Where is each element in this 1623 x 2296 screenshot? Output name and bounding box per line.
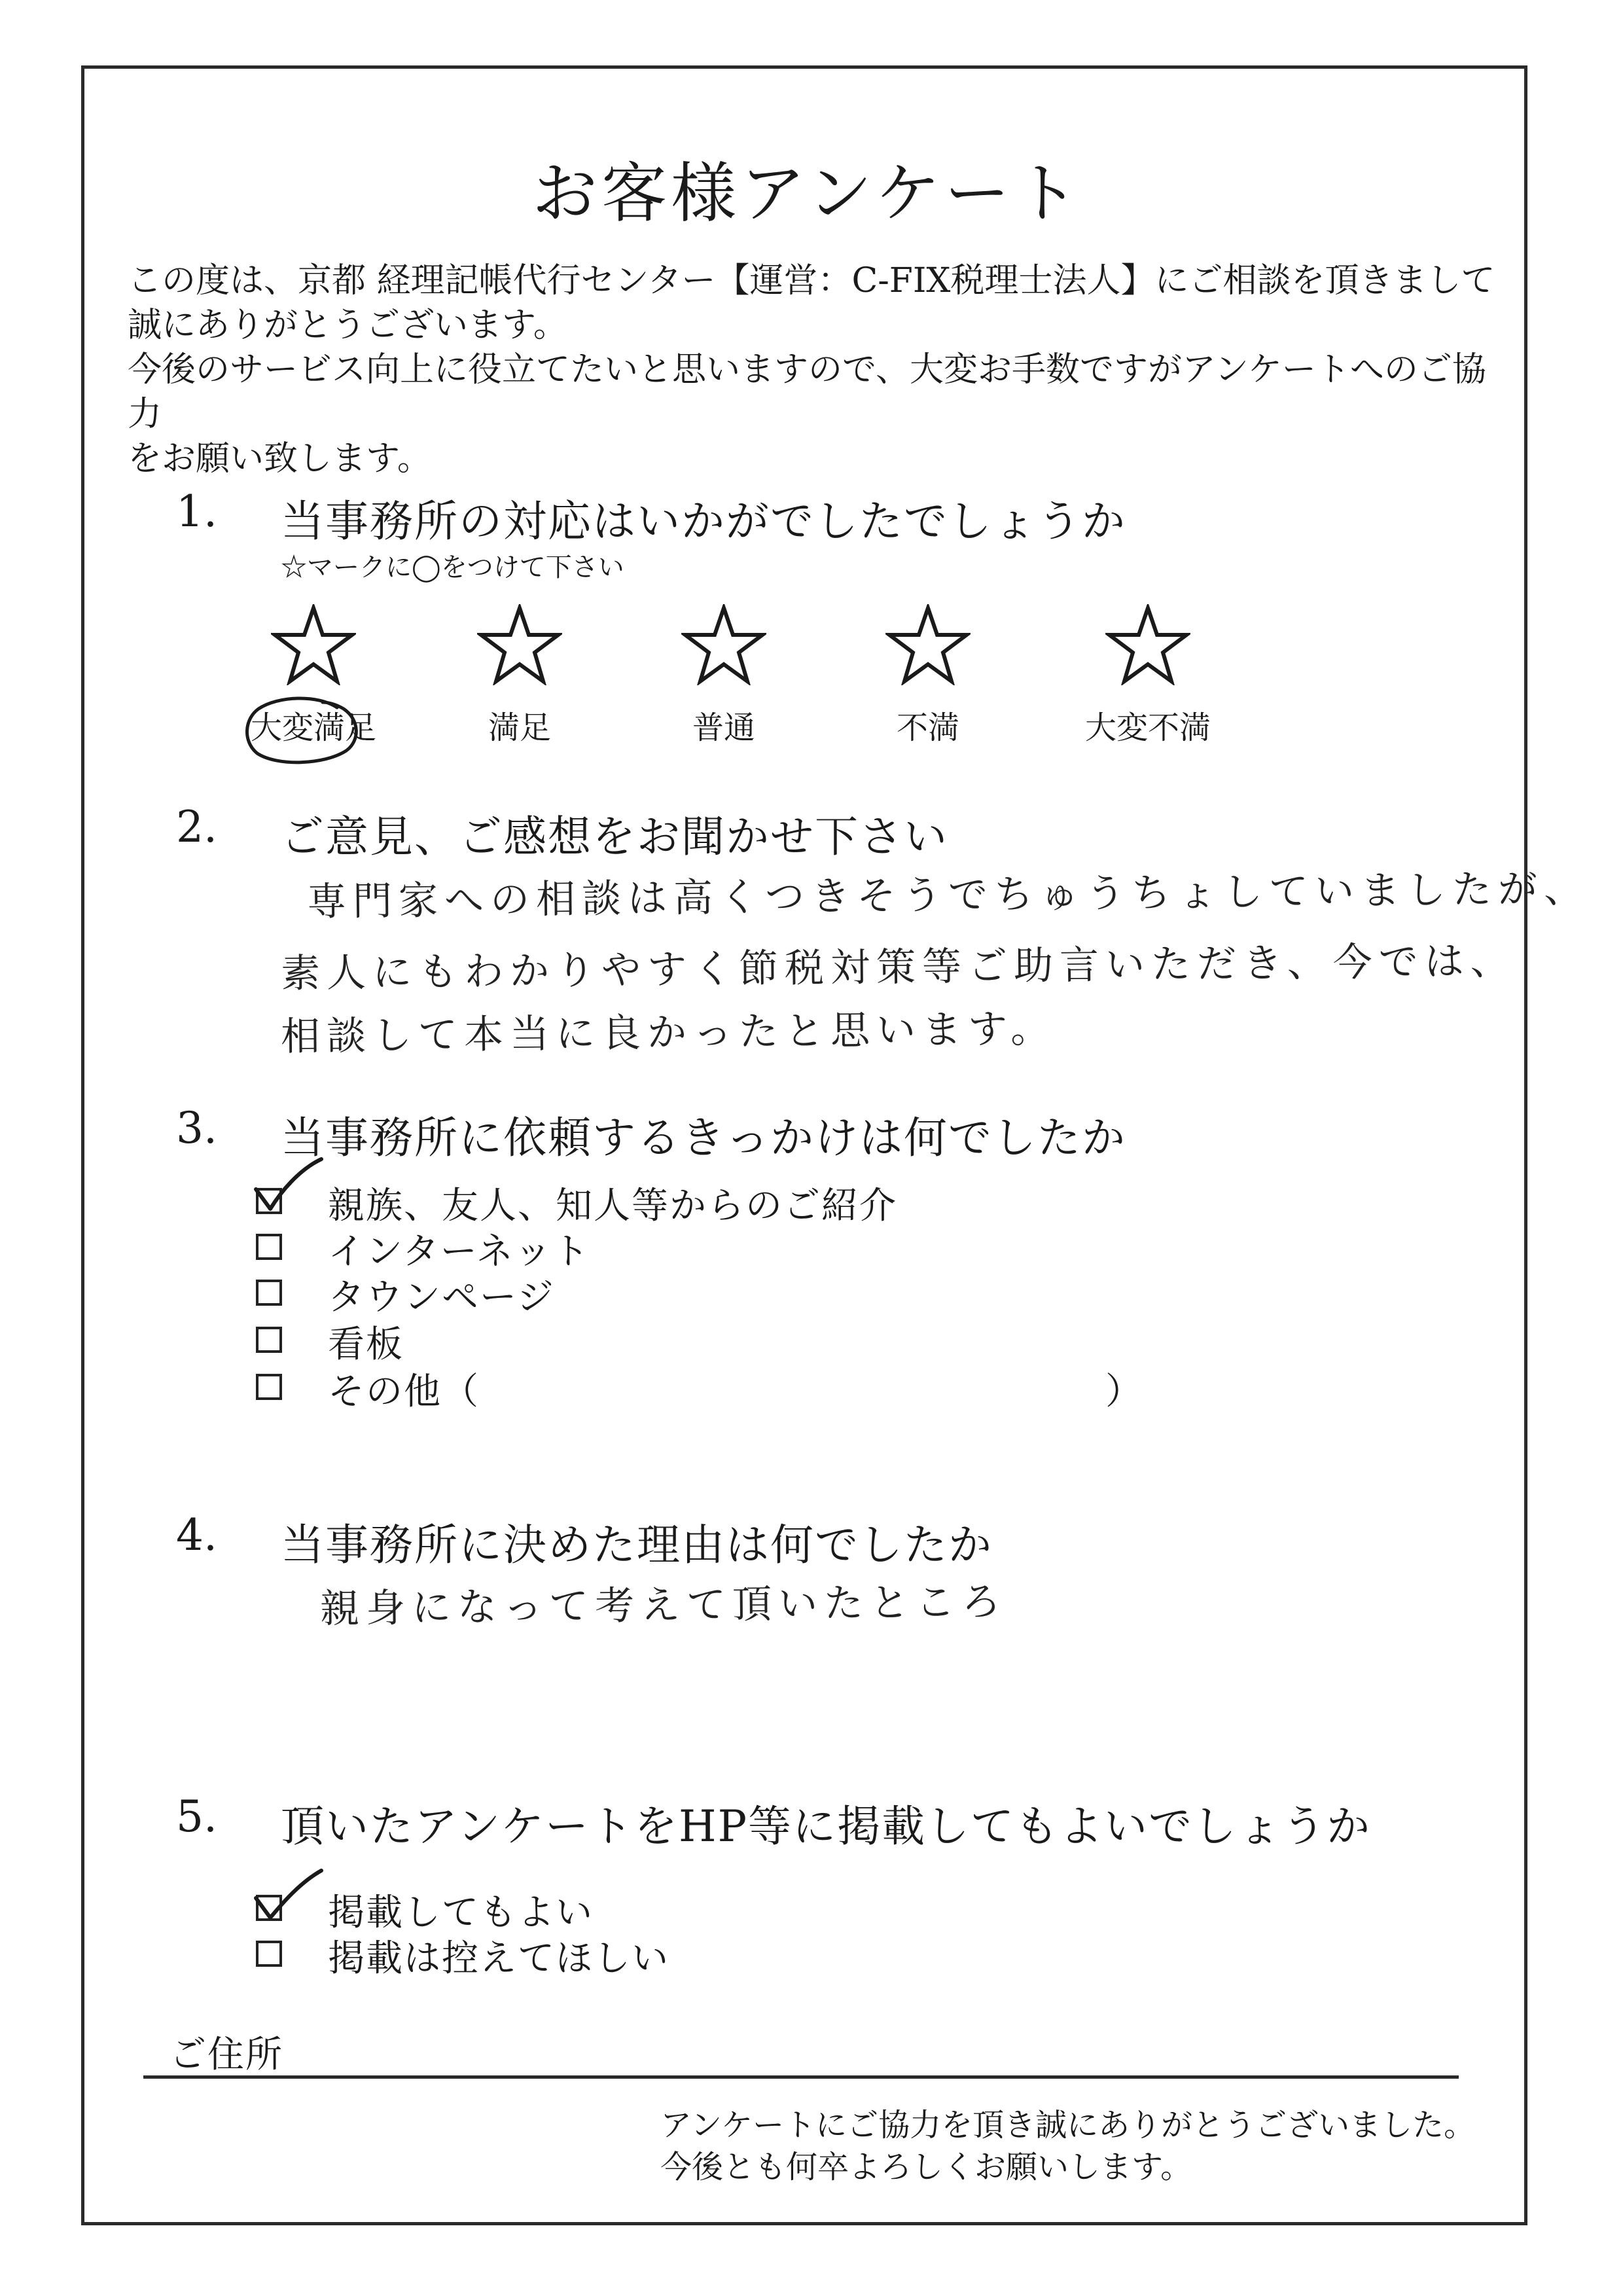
q4-question: 当事務所に決めた理由は何でしたか	[281, 1520, 993, 1570]
q5-question: 頂いたアンケートをHP等に掲載してもよいでしょうか	[281, 1801, 1372, 1852]
q2-question: ご意見、ご感想をお聞かせ下さい	[281, 812, 948, 862]
rating-label-very-dissatisfied: 大変不満	[1084, 709, 1211, 746]
footer-message	[660, 2104, 1475, 2188]
star-icon[interactable]	[271, 604, 356, 685]
intro-line: 今後のサービス向上に役立てたいと思いますので、大変お手数ですがアンケートへのご協力	[128, 350, 1486, 434]
address-label: ご住所	[169, 2034, 283, 2076]
star-icon[interactable]	[885, 604, 971, 685]
q2-number: 2.	[176, 802, 217, 852]
rating-label-very-satisfied: 大変満足	[250, 709, 376, 746]
q4-number: 4.	[176, 1510, 217, 1560]
address-underline	[143, 2075, 1459, 2079]
footer-line: アンケートにご協力を頂き誠にありがとうございました。	[660, 2107, 1476, 2144]
check-mark-icon	[248, 1865, 327, 1928]
q4-answer: 親身になって考えて頂いたところ	[319, 1579, 1008, 1632]
intro-line: をお願い致します。	[128, 439, 431, 478]
q3-number: 3.	[176, 1103, 217, 1153]
star-icon[interactable]	[681, 604, 766, 685]
checkbox-other[interactable]	[256, 1374, 282, 1400]
checkbox-townpage[interactable]	[256, 1280, 282, 1306]
intro-paragraph	[128, 259, 1502, 481]
q2-answer-line: 素人にもわかりやすく節税対策等ご助言いただき、今では、	[280, 938, 1516, 997]
option-referral: 親族、友人、知人等からのご紹介	[328, 1185, 897, 1227]
q3-question: 当事務所に依頼するきっかけは何でしたか	[281, 1113, 1126, 1163]
q2-answer-line: 専門家への相談は高くつきそうでちゅうちょしていましたが、	[306, 865, 1590, 925]
checkbox-decline-publish[interactable]	[256, 1941, 282, 1967]
check-mark-icon	[248, 1155, 327, 1221]
q1-instruction: ☆マークに◯をつけて下さい	[281, 552, 624, 583]
rating-label-satisfied: 満足	[488, 709, 551, 746]
checkbox-internet[interactable]	[256, 1234, 282, 1260]
star-icon[interactable]	[477, 604, 562, 685]
option-other-close-paren: ）	[1105, 1371, 1143, 1413]
option-internet: インターネット	[328, 1230, 590, 1273]
checkbox-signboard[interactable]	[256, 1327, 282, 1353]
q1-number: 1.	[176, 486, 217, 537]
rating-label-dissatisfied: 不満	[896, 709, 959, 746]
survey-sheet	[81, 65, 1590, 2225]
star-icon[interactable]	[1105, 604, 1190, 685]
option-townpage: タウンページ	[328, 1276, 555, 1319]
option-signboard: 看板	[328, 1323, 404, 1366]
intro-line: この度は、京都 経理記帳代行センター【運営：C-FIX税理士法人】にご相談を頂きまして	[128, 261, 1495, 300]
q1-question: 当事務所の対応はいかがでしたでしょうか	[281, 496, 1126, 547]
option-allow-publish: 掲載してもよい	[328, 1892, 594, 1934]
selection-circle-mark	[239, 689, 363, 768]
option-other: その他（	[328, 1371, 480, 1413]
q2-answer-line: 相談して本当に良かったと思います。	[280, 1005, 1057, 1060]
option-decline-publish: 掲載は控えてほしい	[328, 1937, 669, 1980]
rating-label-normal: 普通	[692, 709, 755, 746]
q5-number: 5.	[176, 1791, 217, 1842]
intro-line: 誠にありがとうございます。	[128, 306, 567, 345]
page-title: お客様アンケート	[532, 155, 1083, 232]
footer-line: 今後とも何卒よろしくお願いします。	[660, 2149, 1192, 2185]
